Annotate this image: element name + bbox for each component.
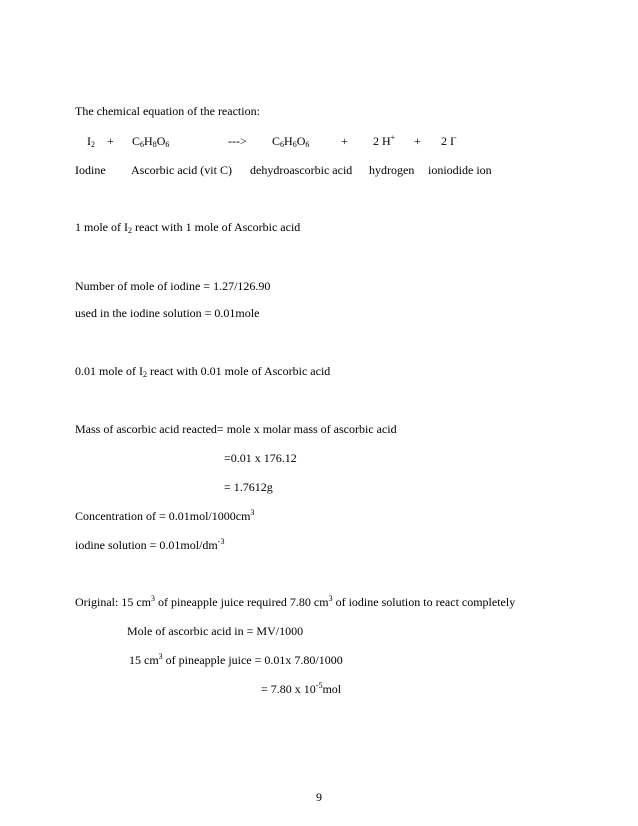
name-iodine: Iodine <box>75 163 106 177</box>
plus-sign: + <box>341 134 348 148</box>
concentration-line-1: Concentration of = $0.01mol/1000cm^3$ <box>75 508 255 523</box>
mass-line-3: = 1.7612g <box>224 480 273 494</box>
iodine-formula: $I_2$ <box>87 134 95 149</box>
page-number: 9 <box>316 790 322 804</box>
plus-sign: + <box>107 134 114 148</box>
concentration-line-2: iodine solution = $0.01mol/dm^{-3}$ <box>75 537 225 552</box>
name-ascorbic: Ascorbic acid (vit C) <box>131 163 232 177</box>
moles-line-2: used in the iodine solution = 0.01mole <box>75 306 260 320</box>
iodide-formula: 2 I- <box>441 133 457 148</box>
reaction-arrow: ---> <box>228 134 247 148</box>
calc-line-1: Mole of ascorbic acid in = MV/1000 <box>127 624 304 638</box>
plus-sign: + <box>414 134 421 148</box>
reaction-statement: 0.01 mole of $I_2$ react with 0.01 mole of Ascorbic acid <box>75 364 331 379</box>
moles-line-1: Number of mole of iodine = 1.27/126.90 <box>75 279 271 293</box>
name-hydrogen: hydrogen <box>369 163 415 177</box>
mass-line-2: =0.01 x 176.12 <box>224 451 297 465</box>
hydrogen-ion-formula: 2 H+ <box>373 133 396 148</box>
heading: The chemical equation of the reaction: <box>75 104 260 118</box>
name-dehydro: dehydroascorbic acid <box>250 163 353 177</box>
calc-line-3: = 7.80 x $10^{-5}mol$ <box>261 681 342 696</box>
original-statement: Original: 15 $cm^3$ of pineapple juice required 7.80 $cm^3$ of iodine solution to react completely <box>75 594 516 609</box>
calc-line-2: 15 $cm^3$ of pineapple juice = 0.01x 7.80/1000 <box>129 652 343 667</box>
name-iodide-ion: ioniodide ion <box>428 163 492 177</box>
dehydro-formula: $C_6H_6O_6$ <box>272 134 310 149</box>
mole-ratio: 1 mole of $I_2$ react with 1 mole of Ascorbic acid <box>75 220 301 235</box>
mass-line-1: Mass of ascorbic acid reacted= mole x molar mass of ascorbic acid <box>75 422 397 436</box>
ascorbic-formula: $C_6H_8O_6$ <box>132 134 170 149</box>
